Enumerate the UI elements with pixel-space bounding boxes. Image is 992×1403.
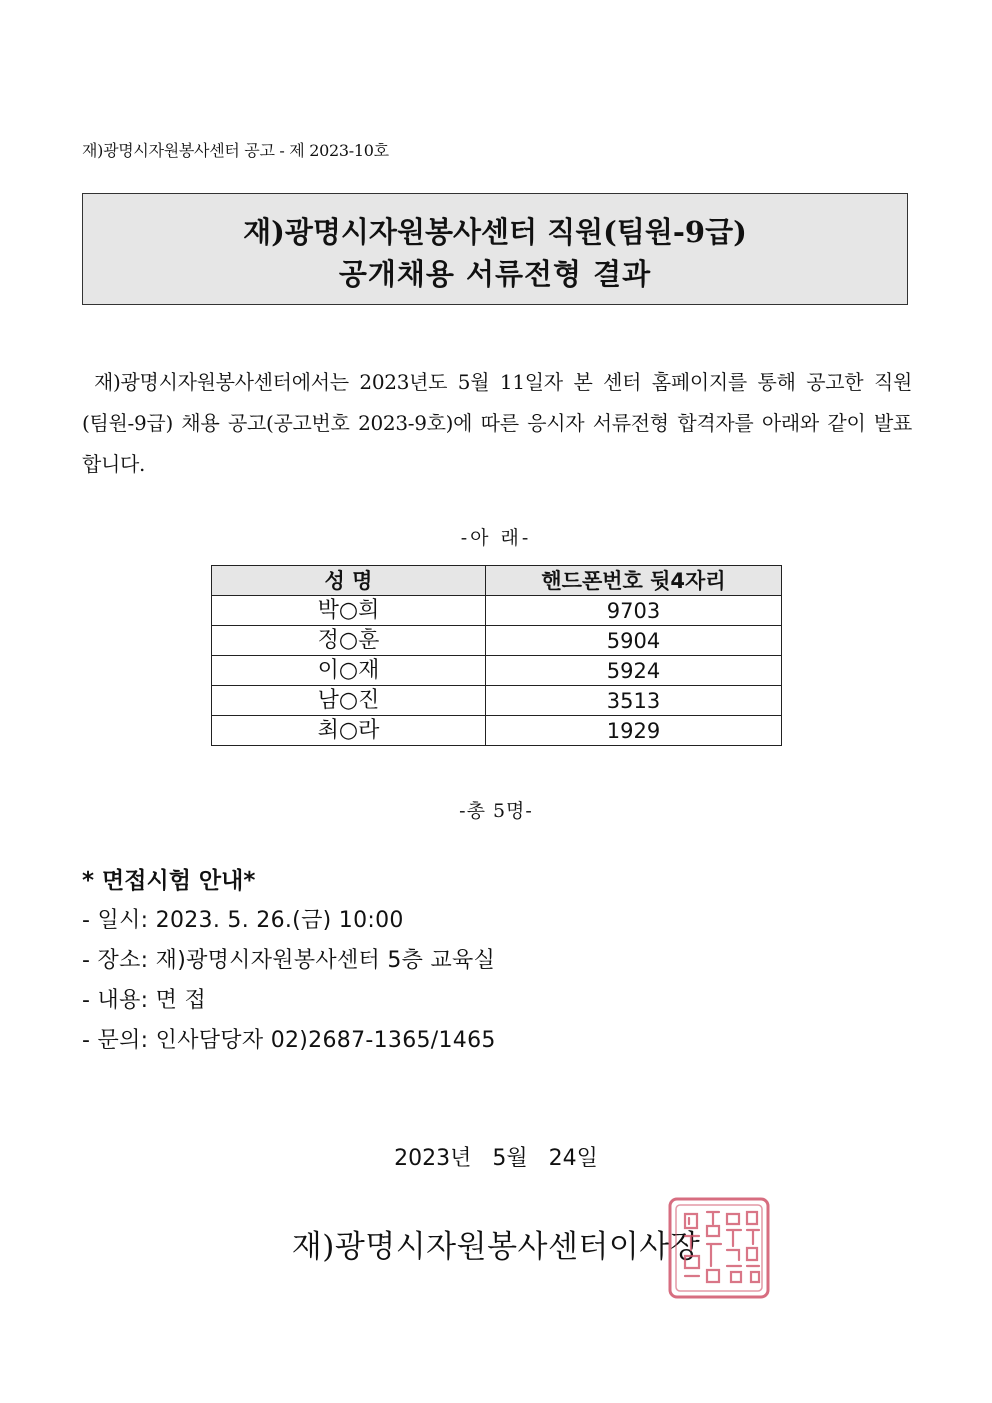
interview-content-item: - 내용: 면 접 (82, 988, 207, 1013)
table-row (212, 626, 782, 656)
cell-name: 최○라 (212, 716, 486, 746)
body-paragraph-text: 재)광명시자원봉사센터에서는 2023년도 5월 11일자 본 센터 홈페이지를 통해 공고한 직원(팀원-9급) 채용 공고(공고번호 2023-9호)에 따른 응시자 서류전형 합격자를 아래와 같이 발표합니다. (82, 370, 912, 476)
result-table (211, 565, 782, 746)
header-phone: 핸드폰번호 뒷4자리 (486, 566, 782, 596)
interview-guide-title: * 면접시험 안내* (82, 868, 256, 894)
title-box (82, 193, 908, 305)
cell-name: 정○훈 (212, 626, 486, 656)
cell-phone: 5904 (486, 626, 782, 656)
table-row (212, 596, 782, 626)
body-paragraph (82, 362, 912, 485)
announcement-date: 2023년 5월 24일 (394, 1146, 598, 1171)
cell-phone: 5924 (486, 656, 782, 686)
official-seal-stamp (667, 1196, 771, 1300)
table-row (212, 656, 782, 686)
table-header-row (212, 566, 782, 596)
total-count: -총 5명- (459, 800, 533, 822)
cell-phone: 3513 (486, 686, 782, 716)
interview-date-item: - 일시: 2023. 5. 26.(금) 10:00 (82, 908, 404, 933)
notice-number: 재)광명시자원봉사센터 공고 - 제 2023-10호 (82, 141, 389, 160)
title-line-1: 재)광명시자원봉사센터 직원(팀원-9급) (243, 215, 747, 249)
interview-place-item: - 장소: 재)광명시자원봉사센터 5층 교육실 (82, 948, 496, 973)
header-name: 성 명 (212, 566, 486, 596)
table-row (212, 716, 782, 746)
interview-contact-item: - 문의: 인사담당자 02)2687-1365/1465 (82, 1028, 496, 1053)
cell-name: 이○재 (212, 656, 486, 686)
table-row (212, 686, 782, 716)
cell-phone: 1929 (486, 716, 782, 746)
cell-phone: 9703 (486, 596, 782, 626)
signer-name: 재)광명시자원봉사센터이사장 (291, 1229, 701, 1265)
cell-name: 남○진 (212, 686, 486, 716)
title-line-2: 공개채용 서류전형 결과 (338, 257, 652, 291)
cell-name: 박○희 (212, 596, 486, 626)
section-heading: -아 래- (460, 527, 532, 549)
